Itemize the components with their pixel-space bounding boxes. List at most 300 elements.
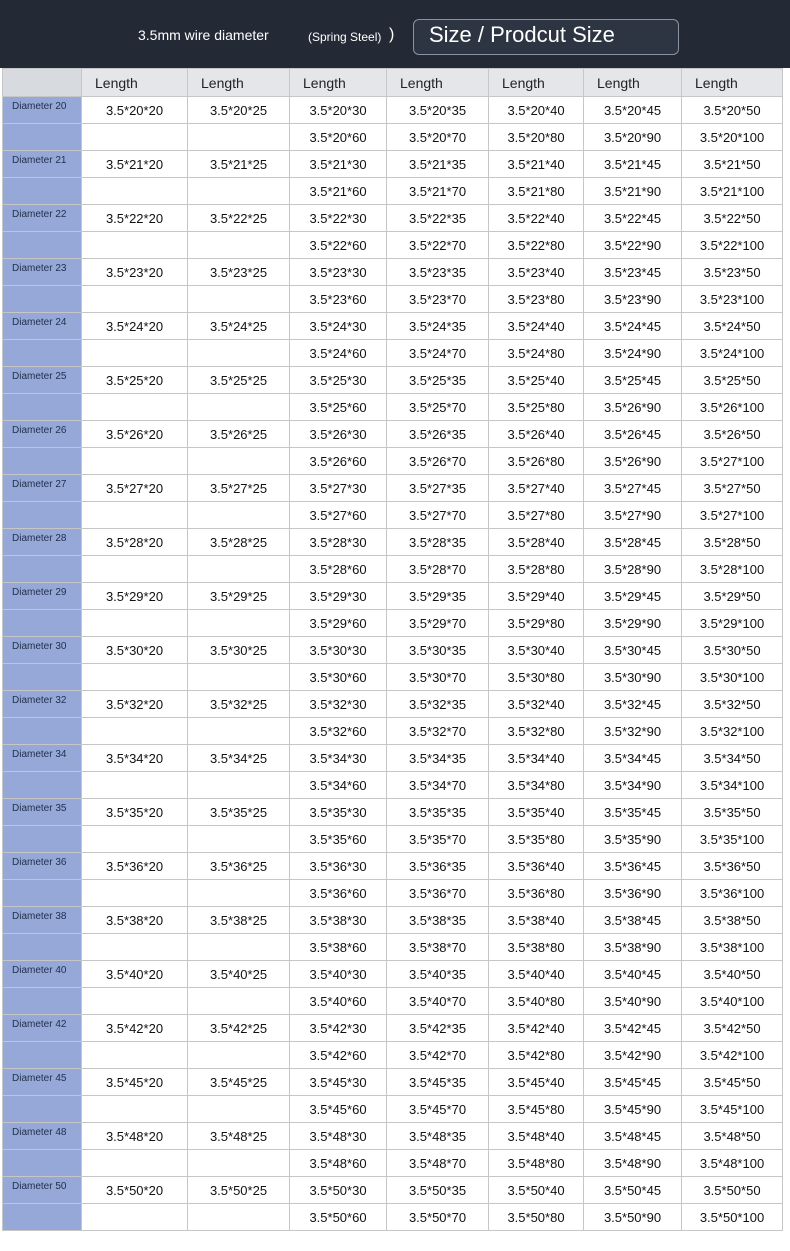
table-row: [3, 1069, 783, 1096]
size-cell: 3.5*29*50: [682, 583, 783, 610]
size-cell: [82, 988, 188, 1015]
column-header: Length: [188, 69, 290, 97]
size-cell: 3.5*23*40: [489, 259, 584, 286]
size-cell: [82, 502, 188, 529]
size-cell: 3.5*26*25: [188, 421, 290, 448]
size-cell: 3.5*36*50: [682, 853, 783, 880]
size-cell: 3.5*36*25: [188, 853, 290, 880]
size-cell: 3.5*29*45: [584, 583, 682, 610]
diameter-label: Diameter 45: [3, 1069, 82, 1096]
diameter-label: Diameter 22: [3, 205, 82, 232]
column-header: Length: [489, 69, 584, 97]
size-cell: 3.5*20*30: [290, 97, 387, 124]
size-cell: 3.5*32*60: [290, 718, 387, 745]
size-cell: 3.5*21*20: [82, 151, 188, 178]
size-cell: 3.5*27*60: [290, 502, 387, 529]
size-cell: 3.5*35*70: [387, 826, 489, 853]
size-cell: 3.5*29*40: [489, 583, 584, 610]
size-cell: 3.5*38*45: [584, 907, 682, 934]
size-cell: 3.5*34*45: [584, 745, 682, 772]
size-cell: [82, 1150, 188, 1177]
size-cell: 3.5*27*100: [682, 448, 783, 475]
size-cell: 3.5*26*50: [682, 421, 783, 448]
size-cell: [188, 502, 290, 529]
size-cell: 3.5*27*20: [82, 475, 188, 502]
size-cell: 3.5*21*25: [188, 151, 290, 178]
size-cell: 3.5*25*25: [188, 367, 290, 394]
size-cell: 3.5*38*100: [682, 934, 783, 961]
diameter-label: Diameter 32: [3, 691, 82, 718]
size-cell: 3.5*42*30: [290, 1015, 387, 1042]
size-cell: 3.5*32*50: [682, 691, 783, 718]
size-cell: 3.5*27*35: [387, 475, 489, 502]
size-cell: 3.5*23*60: [290, 286, 387, 313]
size-cell: 3.5*48*45: [584, 1123, 682, 1150]
size-cell: 3.5*48*50: [682, 1123, 783, 1150]
size-cell: 3.5*30*60: [290, 664, 387, 691]
diameter-cell-blank: [3, 664, 82, 691]
diameter-label: Diameter 40: [3, 961, 82, 988]
size-cell: 3.5*40*45: [584, 961, 682, 988]
table-row: [3, 367, 783, 394]
size-cell: 3.5*50*45: [584, 1177, 682, 1204]
size-cell: 3.5*26*35: [387, 421, 489, 448]
size-cell: [82, 718, 188, 745]
size-cell: 3.5*45*30: [290, 1069, 387, 1096]
size-cell: [188, 394, 290, 421]
size-cell: [82, 124, 188, 151]
size-cell: 3.5*24*90: [584, 340, 682, 367]
size-cell: 3.5*20*20: [82, 97, 188, 124]
size-cell: 3.5*23*50: [682, 259, 783, 286]
size-cell: [82, 1204, 188, 1231]
size-cell: [188, 772, 290, 799]
size-cell: [82, 556, 188, 583]
size-cell: [188, 664, 290, 691]
table-row: [3, 691, 783, 718]
table-row: [3, 232, 783, 259]
diameter-label: Diameter 30: [3, 637, 82, 664]
table-row: [3, 1096, 783, 1123]
size-cell: 3.5*25*80: [489, 394, 584, 421]
size-cell: 3.5*28*80: [489, 556, 584, 583]
size-cell: 3.5*28*70: [387, 556, 489, 583]
table-row: [3, 97, 783, 124]
size-cell: 3.5*20*70: [387, 124, 489, 151]
table-row: [3, 313, 783, 340]
size-cell: 3.5*50*25: [188, 1177, 290, 1204]
size-cell: 3.5*36*45: [584, 853, 682, 880]
diameter-label: Diameter 26: [3, 421, 82, 448]
header-banner: [0, 0, 790, 68]
diameter-label: Diameter 21: [3, 151, 82, 178]
size-cell: 3.5*24*50: [682, 313, 783, 340]
size-cell: 3.5*24*70: [387, 340, 489, 367]
size-cell: 3.5*23*90: [584, 286, 682, 313]
size-cell: 3.5*23*80: [489, 286, 584, 313]
size-cell: 3.5*40*50: [682, 961, 783, 988]
size-cell: 3.5*35*60: [290, 826, 387, 853]
size-cell: 3.5*21*35: [387, 151, 489, 178]
diameter-cell-blank: [3, 718, 82, 745]
size-cell: [82, 340, 188, 367]
size-cell: 3.5*32*20: [82, 691, 188, 718]
size-cell: 3.5*21*100: [682, 178, 783, 205]
diameter-cell-blank: [3, 178, 82, 205]
size-cell: 3.5*40*70: [387, 988, 489, 1015]
size-cell: 3.5*38*60: [290, 934, 387, 961]
diameter-label: Diameter 34: [3, 745, 82, 772]
size-cell: 3.5*29*90: [584, 610, 682, 637]
size-cell: 3.5*50*90: [584, 1204, 682, 1231]
size-cell: 3.5*29*25: [188, 583, 290, 610]
size-cell: 3.5*21*90: [584, 178, 682, 205]
size-cell: 3.5*30*70: [387, 664, 489, 691]
size-cell: 3.5*38*35: [387, 907, 489, 934]
size-cell: 3.5*30*100: [682, 664, 783, 691]
table-row: [3, 1177, 783, 1204]
size-cell: 3.5*28*100: [682, 556, 783, 583]
table-body: [3, 97, 783, 1231]
closing-bracket: ): [389, 26, 395, 43]
size-cell: 3.5*42*35: [387, 1015, 489, 1042]
size-cell: 3.5*26*30: [290, 421, 387, 448]
size-cell: 3.5*29*100: [682, 610, 783, 637]
size-cell: [82, 178, 188, 205]
size-cell: 3.5*35*100: [682, 826, 783, 853]
table-row: [3, 124, 783, 151]
size-cell: 3.5*28*50: [682, 529, 783, 556]
table-row: [3, 1123, 783, 1150]
table-row: [3, 1042, 783, 1069]
diameter-cell-blank: [3, 610, 82, 637]
diameter-label: Diameter 29: [3, 583, 82, 610]
size-cell: 3.5*42*80: [489, 1042, 584, 1069]
size-cell: 3.5*20*35: [387, 97, 489, 124]
size-cell: 3.5*30*80: [489, 664, 584, 691]
size-cell: 3.5*30*35: [387, 637, 489, 664]
table-row: [3, 961, 783, 988]
diameter-label: Diameter 27: [3, 475, 82, 502]
diameter-label: Diameter 24: [3, 313, 82, 340]
size-cell: 3.5*48*35: [387, 1123, 489, 1150]
material-label: (Spring Steel): [308, 30, 382, 44]
table-row: [3, 772, 783, 799]
size-cell: [82, 1096, 188, 1123]
size-cell: 3.5*28*60: [290, 556, 387, 583]
size-cell: 3.5*35*45: [584, 799, 682, 826]
size-cell: 3.5*38*40: [489, 907, 584, 934]
size-table: [2, 68, 783, 1231]
size-cell: 3.5*42*45: [584, 1015, 682, 1042]
size-cell: 3.5*30*50: [682, 637, 783, 664]
table-row: [3, 394, 783, 421]
size-title-box: [413, 19, 679, 55]
diameter-label: Diameter 35: [3, 799, 82, 826]
size-cell: 3.5*42*25: [188, 1015, 290, 1042]
table-row: [3, 259, 783, 286]
size-cell: 3.5*40*80: [489, 988, 584, 1015]
size-cell: 3.5*24*80: [489, 340, 584, 367]
size-cell: 3.5*24*60: [290, 340, 387, 367]
size-cell: 3.5*20*60: [290, 124, 387, 151]
size-cell: 3.5*32*30: [290, 691, 387, 718]
size-cell: 3.5*38*30: [290, 907, 387, 934]
size-cell: 3.5*50*60: [290, 1204, 387, 1231]
size-cell: 3.5*50*20: [82, 1177, 188, 1204]
size-cell: 3.5*35*50: [682, 799, 783, 826]
size-cell: 3.5*42*40: [489, 1015, 584, 1042]
diameter-cell-blank: [3, 556, 82, 583]
size-cell: 3.5*35*25: [188, 799, 290, 826]
size-cell: 3.5*23*30: [290, 259, 387, 286]
size-cell: 3.5*45*80: [489, 1096, 584, 1123]
size-cell: 3.5*22*60: [290, 232, 387, 259]
size-cell: 3.5*30*40: [489, 637, 584, 664]
size-cell: [188, 1204, 290, 1231]
size-cell: 3.5*50*100: [682, 1204, 783, 1231]
size-cell: 3.5*25*40: [489, 367, 584, 394]
column-header: Length: [82, 69, 188, 97]
table-row: [3, 502, 783, 529]
size-cell: 3.5*36*60: [290, 880, 387, 907]
size-cell: 3.5*29*35: [387, 583, 489, 610]
size-cell: [188, 178, 290, 205]
size-cell: [188, 1042, 290, 1069]
table-row: [3, 151, 783, 178]
size-cell: [188, 286, 290, 313]
diameter-cell-blank: [3, 988, 82, 1015]
size-cell: 3.5*45*40: [489, 1069, 584, 1096]
size-cell: 3.5*50*40: [489, 1177, 584, 1204]
size-cell: [188, 340, 290, 367]
diameter-cell-blank: [3, 826, 82, 853]
size-cell: 3.5*42*50: [682, 1015, 783, 1042]
size-cell: 3.5*34*25: [188, 745, 290, 772]
size-cell: 3.5*34*70: [387, 772, 489, 799]
size-cell: [82, 664, 188, 691]
table-row: [3, 988, 783, 1015]
diameter-cell-blank: [3, 502, 82, 529]
table-row: [3, 529, 783, 556]
size-cell: 3.5*40*100: [682, 988, 783, 1015]
diameter-cell-blank: [3, 448, 82, 475]
table-row: [3, 1204, 783, 1231]
size-cell: 3.5*36*30: [290, 853, 387, 880]
size-cell: 3.5*28*90: [584, 556, 682, 583]
size-cell: [188, 232, 290, 259]
size-cell: 3.5*21*45: [584, 151, 682, 178]
size-cell: 3.5*35*80: [489, 826, 584, 853]
size-cell: 3.5*23*25: [188, 259, 290, 286]
size-cell: 3.5*42*20: [82, 1015, 188, 1042]
size-cell: 3.5*50*50: [682, 1177, 783, 1204]
size-cell: 3.5*35*30: [290, 799, 387, 826]
size-cell: 3.5*38*80: [489, 934, 584, 961]
size-cell: 3.5*27*40: [489, 475, 584, 502]
table-row: [3, 745, 783, 772]
size-cell: 3.5*26*40: [489, 421, 584, 448]
size-cell: 3.5*32*100: [682, 718, 783, 745]
size-cell: 3.5*20*90: [584, 124, 682, 151]
size-cell: 3.5*25*45: [584, 367, 682, 394]
table-row: [3, 583, 783, 610]
size-cell: [188, 610, 290, 637]
size-cell: 3.5*45*50: [682, 1069, 783, 1096]
size-cell: [82, 232, 188, 259]
size-cell: [82, 934, 188, 961]
size-cell: 3.5*50*35: [387, 1177, 489, 1204]
size-cell: 3.5*40*35: [387, 961, 489, 988]
size-cell: 3.5*50*30: [290, 1177, 387, 1204]
size-cell: 3.5*24*40: [489, 313, 584, 340]
size-cell: 3.5*40*90: [584, 988, 682, 1015]
size-cell: 3.5*48*80: [489, 1150, 584, 1177]
size-cell: 3.5*35*40: [489, 799, 584, 826]
size-cell: 3.5*32*40: [489, 691, 584, 718]
size-cell: 3.5*45*25: [188, 1069, 290, 1096]
size-cell: 3.5*27*70: [387, 502, 489, 529]
table-row: [3, 475, 783, 502]
size-cell: 3.5*28*30: [290, 529, 387, 556]
size-cell: [188, 718, 290, 745]
size-cell: 3.5*30*90: [584, 664, 682, 691]
size-cell: 3.5*32*80: [489, 718, 584, 745]
size-cell: 3.5*30*45: [584, 637, 682, 664]
size-cell: 3.5*32*45: [584, 691, 682, 718]
size-cell: 3.5*29*20: [82, 583, 188, 610]
wire-diameter-label: 3.5mm wire diameter: [138, 27, 269, 43]
size-cell: 3.5*42*60: [290, 1042, 387, 1069]
table-row: [3, 934, 783, 961]
size-cell: 3.5*50*80: [489, 1204, 584, 1231]
table-row: [3, 718, 783, 745]
size-cell: 3.5*32*35: [387, 691, 489, 718]
size-cell: 3.5*21*50: [682, 151, 783, 178]
table-row: [3, 205, 783, 232]
size-cell: 3.5*42*70: [387, 1042, 489, 1069]
size-cell: 3.5*28*25: [188, 529, 290, 556]
size-cell: 3.5*42*90: [584, 1042, 682, 1069]
column-header: Length: [682, 69, 783, 97]
diameter-label: Diameter 28: [3, 529, 82, 556]
column-header: Length: [290, 69, 387, 97]
diameter-cell-blank: [3, 772, 82, 799]
column-header: Length: [387, 69, 489, 97]
size-cell: 3.5*25*30: [290, 367, 387, 394]
size-cell: 3.5*35*90: [584, 826, 682, 853]
diameter-label: Diameter 42: [3, 1015, 82, 1042]
diameter-label: Diameter 20: [3, 97, 82, 124]
table-row: [3, 1150, 783, 1177]
size-cell: 3.5*28*35: [387, 529, 489, 556]
size-cell: 3.5*23*35: [387, 259, 489, 286]
size-cell: [82, 610, 188, 637]
size-cell: 3.5*26*100: [682, 394, 783, 421]
size-cell: 3.5*27*100: [682, 502, 783, 529]
size-cell: 3.5*24*25: [188, 313, 290, 340]
diameter-label: Diameter 38: [3, 907, 82, 934]
size-cell: 3.5*34*40: [489, 745, 584, 772]
diameter-cell-blank: [3, 1204, 82, 1231]
size-cell: 3.5*24*30: [290, 313, 387, 340]
size-cell: [82, 880, 188, 907]
diameter-cell-blank: [3, 340, 82, 367]
size-cell: [82, 286, 188, 313]
size-cell: 3.5*30*30: [290, 637, 387, 664]
size-cell: 3.5*36*90: [584, 880, 682, 907]
size-cell: 3.5*34*50: [682, 745, 783, 772]
size-cell: 3.5*45*60: [290, 1096, 387, 1123]
size-cell: 3.5*22*90: [584, 232, 682, 259]
size-cell: 3.5*29*60: [290, 610, 387, 637]
diameter-cell-blank: [3, 124, 82, 151]
size-cell: 3.5*26*80: [489, 448, 584, 475]
size-cell: 3.5*27*25: [188, 475, 290, 502]
size-cell: 3.5*32*70: [387, 718, 489, 745]
size-cell: 3.5*45*35: [387, 1069, 489, 1096]
size-cell: 3.5*22*40: [489, 205, 584, 232]
size-cell: 3.5*40*60: [290, 988, 387, 1015]
size-cell: 3.5*36*70: [387, 880, 489, 907]
size-cell: [188, 826, 290, 853]
table-row: [3, 1015, 783, 1042]
size-cell: 3.5*40*30: [290, 961, 387, 988]
size-cell: 3.5*22*45: [584, 205, 682, 232]
size-cell: 3.5*24*35: [387, 313, 489, 340]
size-cell: [82, 772, 188, 799]
size-cell: 3.5*38*50: [682, 907, 783, 934]
size-cell: 3.5*32*25: [188, 691, 290, 718]
diameter-cell-blank: [3, 934, 82, 961]
diameter-label: Diameter 25: [3, 367, 82, 394]
table-row: [3, 178, 783, 205]
diameter-cell-blank: [3, 880, 82, 907]
table-row: [3, 907, 783, 934]
size-cell: 3.5*24*45: [584, 313, 682, 340]
size-cell: 3.5*36*20: [82, 853, 188, 880]
size-cell: 3.5*28*20: [82, 529, 188, 556]
size-cell: 3.5*48*60: [290, 1150, 387, 1177]
size-cell: [82, 448, 188, 475]
size-cell: 3.5*22*35: [387, 205, 489, 232]
size-cell: 3.5*21*70: [387, 178, 489, 205]
table-row: [3, 637, 783, 664]
size-cell: 3.5*34*35: [387, 745, 489, 772]
size-cell: 3.5*23*45: [584, 259, 682, 286]
size-cell: 3.5*26*90: [584, 394, 682, 421]
size-cell: 3.5*32*90: [584, 718, 682, 745]
size-cell: 3.5*34*100: [682, 772, 783, 799]
diameter-label: Diameter 36: [3, 853, 82, 880]
size-cell: 3.5*29*30: [290, 583, 387, 610]
size-cell: 3.5*48*100: [682, 1150, 783, 1177]
size-cell: 3.5*22*25: [188, 205, 290, 232]
size-cell: 3.5*45*90: [584, 1096, 682, 1123]
table-row: [3, 853, 783, 880]
size-cell: 3.5*21*60: [290, 178, 387, 205]
size-cell: 3.5*36*80: [489, 880, 584, 907]
size-cell: 3.5*25*20: [82, 367, 188, 394]
size-cell: 3.5*25*70: [387, 394, 489, 421]
size-cell: 3.5*38*70: [387, 934, 489, 961]
size-cell: 3.5*20*80: [489, 124, 584, 151]
size-cell: 3.5*45*100: [682, 1096, 783, 1123]
size-cell: 3.5*27*90: [584, 502, 682, 529]
table-row: [3, 340, 783, 367]
size-cell: 3.5*21*40: [489, 151, 584, 178]
size-cell: 3.5*27*45: [584, 475, 682, 502]
